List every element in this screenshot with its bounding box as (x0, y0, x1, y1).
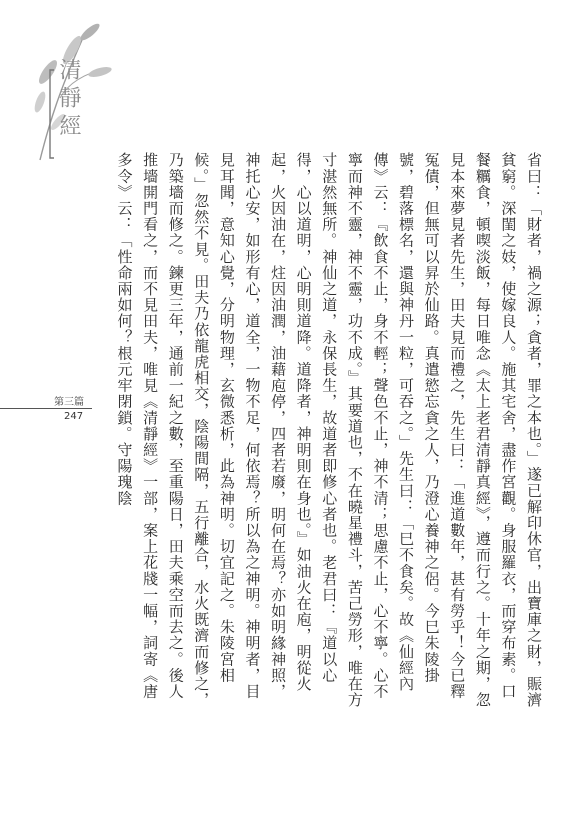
folio-rule (0, 408, 92, 409)
vertical-text-body (108, 152, 546, 712)
header-title: 清靜經 (56, 58, 81, 142)
page-number: 247 (64, 411, 84, 422)
section-label: 第三篇 (54, 397, 84, 408)
body-paragraph: 省曰：「財者，禍之源；貪者，罪之本也。」遂已解印休官，出寶庫之財，賑濟貧窮。深閨之妓，使嫁良人。施其宅舍，盡作宮觀。身服羅衣，而穿布素。口餐糲食，頓喫淡飯，每日唯念《太上老君清靜真經》，遵而行之。十年之期，忽見本來夢見者先生，田夫見而禮之，先生曰：「進道數年，甚有勞乎！今已釋冤債，但無可以昇於仙路。真遣慾忘貪之人，乃澄心養神之侶。今巳朱陵掛號，碧落標名，還與神丹一粒，可吞之。」先生曰：「巳不食矣。故《仙經內傳》云：『飲食不止，身不輕；聲色不止，神不清；思慮不止，心不寧。心不寧而神不靈，神不靈，功不成。』其要道也，不在曉星禮斗，苦己勞形，唯在方寸湛然無所。神仙之道，永保長生，故道者即修心者也。老君曰：『道以心得，心以道明，心明則道降。道降者，神明則在身也。』如油火在庖，明從火起，火因油在，炷因油潤，油藉庖停，四者若廢，明何在焉？亦如明緣神照，神托心安，如形有心，道全，一物不足，何依焉？所以為之神明。神明者，目見耳聞，意知心覺，分明物理，玄微悉析，此為神明。切宜記之。朱陵宮相候。」忽然不見。田夫乃依龍虎相交，陰陽間隔，五行離合，水火既濟而修之，乃築墻而修之。鍊更三年，通前一紀之數，至重陽日，田夫乘空而去之。後人推墻開門看之，而不見田夫，唯見《清靜經》一部，案上花牋一幅，詞寄《唐多令》云：「性命兩如何？根元牢閉鎖。守陽瑰陰 (115, 152, 543, 708)
